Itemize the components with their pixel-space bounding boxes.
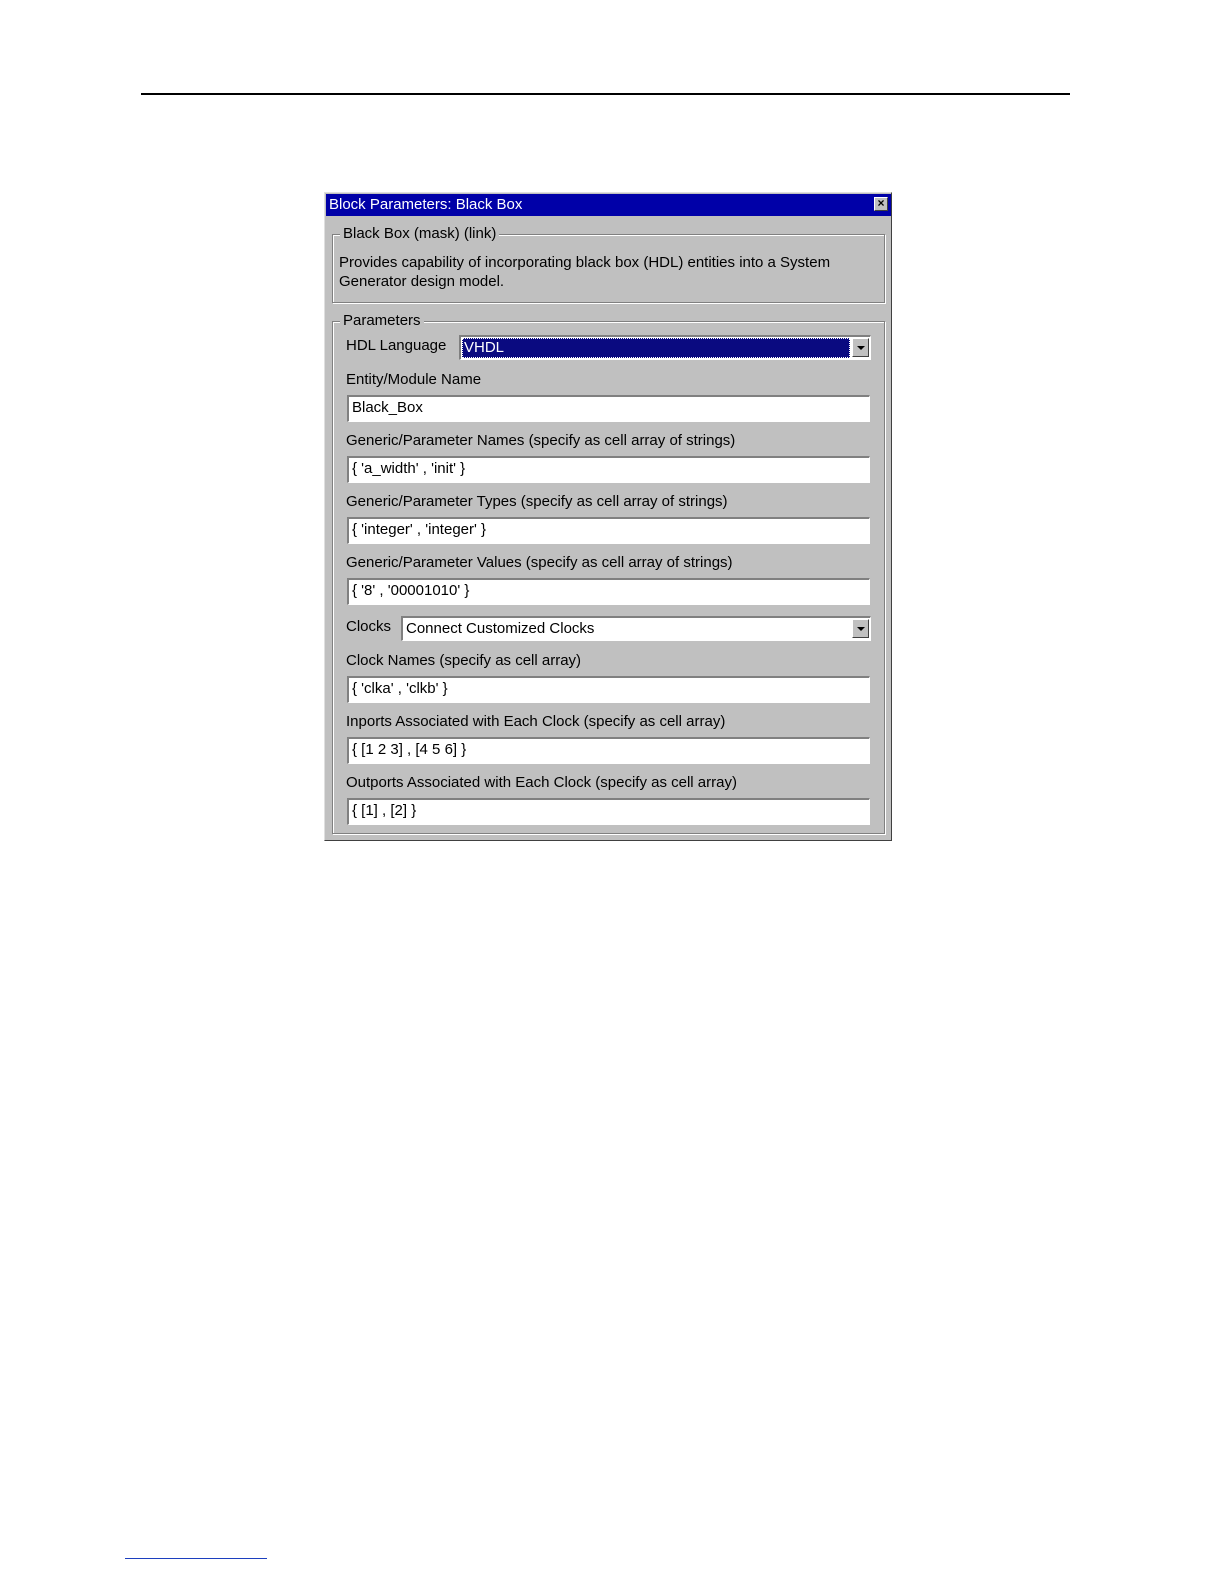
clocks-select[interactable] xyxy=(401,616,871,641)
generic-names-field[interactable]: { 'a_width' , 'init' } xyxy=(347,456,870,483)
entity-name-field[interactable]: Black_Box xyxy=(347,395,870,422)
clock-names-label: Clock Names (specify as cell array) xyxy=(346,652,582,669)
clock-names-field[interactable]: { 'clka' , 'clkb' } xyxy=(347,676,870,703)
hdl-language-label: HDL Language xyxy=(346,337,447,354)
dialog-title: Block Parameters: Black Box xyxy=(329,196,523,213)
generic-types-label: Generic/Parameter Types (specify as cell array of strings) xyxy=(346,493,728,510)
generic-values-field[interactable]: { '8' , '00001010' } xyxy=(347,578,870,605)
generic-types-field[interactable]: { 'integer' , 'integer' } xyxy=(347,517,870,544)
clocks-value: Connect Customized Clocks xyxy=(406,620,595,637)
page-footer-rule xyxy=(125,1558,267,1559)
inports-per-clock-label: Inports Associated with Each Clock (specify as cell array) xyxy=(346,713,726,730)
dialog-titlebar[interactable] xyxy=(326,194,891,216)
close-icon[interactable]: × xyxy=(874,197,888,211)
parameters-group-legend: Parameters xyxy=(340,312,424,330)
page-header-rule xyxy=(141,93,1070,95)
mask-description-group xyxy=(332,225,885,303)
hdl-language-value: VHDL xyxy=(462,338,850,358)
entity-name-label: Entity/Module Name xyxy=(346,371,482,388)
outports-per-clock-label: Outports Associated with Each Clock (specify as cell array) xyxy=(346,774,737,791)
block-parameters-dialog xyxy=(324,192,892,841)
hdl-language-select[interactable] xyxy=(459,335,871,360)
mask-description: Provides capability of incorporating black box (HDL) entities into a System Generator design model. xyxy=(339,254,831,290)
generic-names-label: Generic/Parameter Names (specify as cell array of strings) xyxy=(346,432,736,449)
chevron-down-icon[interactable] xyxy=(852,619,869,638)
inports-per-clock-field[interactable]: { [1 2 3] , [4 5 6] } xyxy=(347,737,870,764)
clocks-label: Clocks xyxy=(346,618,392,635)
mask-group-legend: Black Box (mask) (link) xyxy=(340,225,499,243)
parameters-group xyxy=(332,312,885,834)
generic-values-label: Generic/Parameter Values (specify as cell array of strings) xyxy=(346,554,733,571)
outports-per-clock-field[interactable]: { [1] , [2] } xyxy=(347,798,870,825)
chevron-down-icon[interactable] xyxy=(852,338,869,357)
